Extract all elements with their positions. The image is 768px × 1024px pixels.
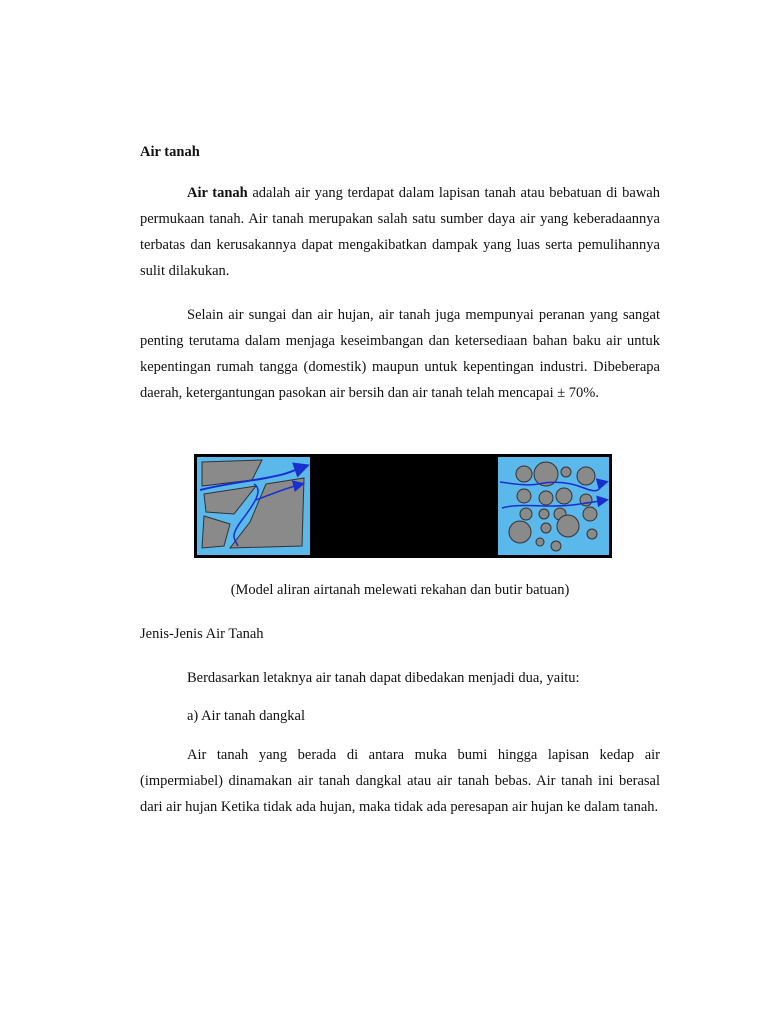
figure-caption: (Model aliran airtanah melewati rekahan dan butir batuan)	[230, 582, 570, 598]
list-item-a: a) Air tanah dangkal	[187, 708, 305, 724]
paragraph-definition-text: adalah air yang terdapat dalam lapisan tanah atau bebatuan di bawah permukaan tanah. Air tanah merupakan salah satu sumber daya air yang keberadaannya terbatas dan kerusakannya dapat mengakibatkan dampak yang luas serta pemulihannya sulit dilakukan.	[140, 185, 660, 279]
intro-line: Berdasarkan letaknya air tanah dapat dibedakan menjadi dua, yaitu:	[187, 670, 580, 686]
groundwater-flow-figure	[194, 454, 612, 558]
subsection-title: Jenis-Jenis Air Tanah	[140, 626, 264, 642]
section-title: Air tanah	[140, 144, 200, 160]
paragraph-definition	[140, 180, 660, 284]
bold-term: Air tanah	[187, 185, 248, 201]
porous-grain-panel	[498, 457, 609, 555]
paragraph-shallow-groundwater: Air tanah yang berada di antara muka bumi hingga lapisan kedap air (impermiabel) dinamakan air tanah dangkal atau air tanah bebas. Air tanah ini berasal dari air hujan Ketika tidak ada hujan, maka tidak ada peresapan air hujan ke dalam tanah.	[140, 747, 660, 815]
paragraph-importance: Selain air sungai dan air hujan, air tanah juga mempunyai peranan yang sangat penting terutama dalam menjaga keseimbangan dan ketersediaan bahan baku air untuk kepentingan rumah tangga (domestik) maupun untuk kepentingan industri. Dibeberapa daerah, ketergantungan pasokan air bersih dan air tanah telah mencapai ± 70%.	[140, 307, 660, 401]
fractured-rock-panel	[197, 457, 310, 555]
